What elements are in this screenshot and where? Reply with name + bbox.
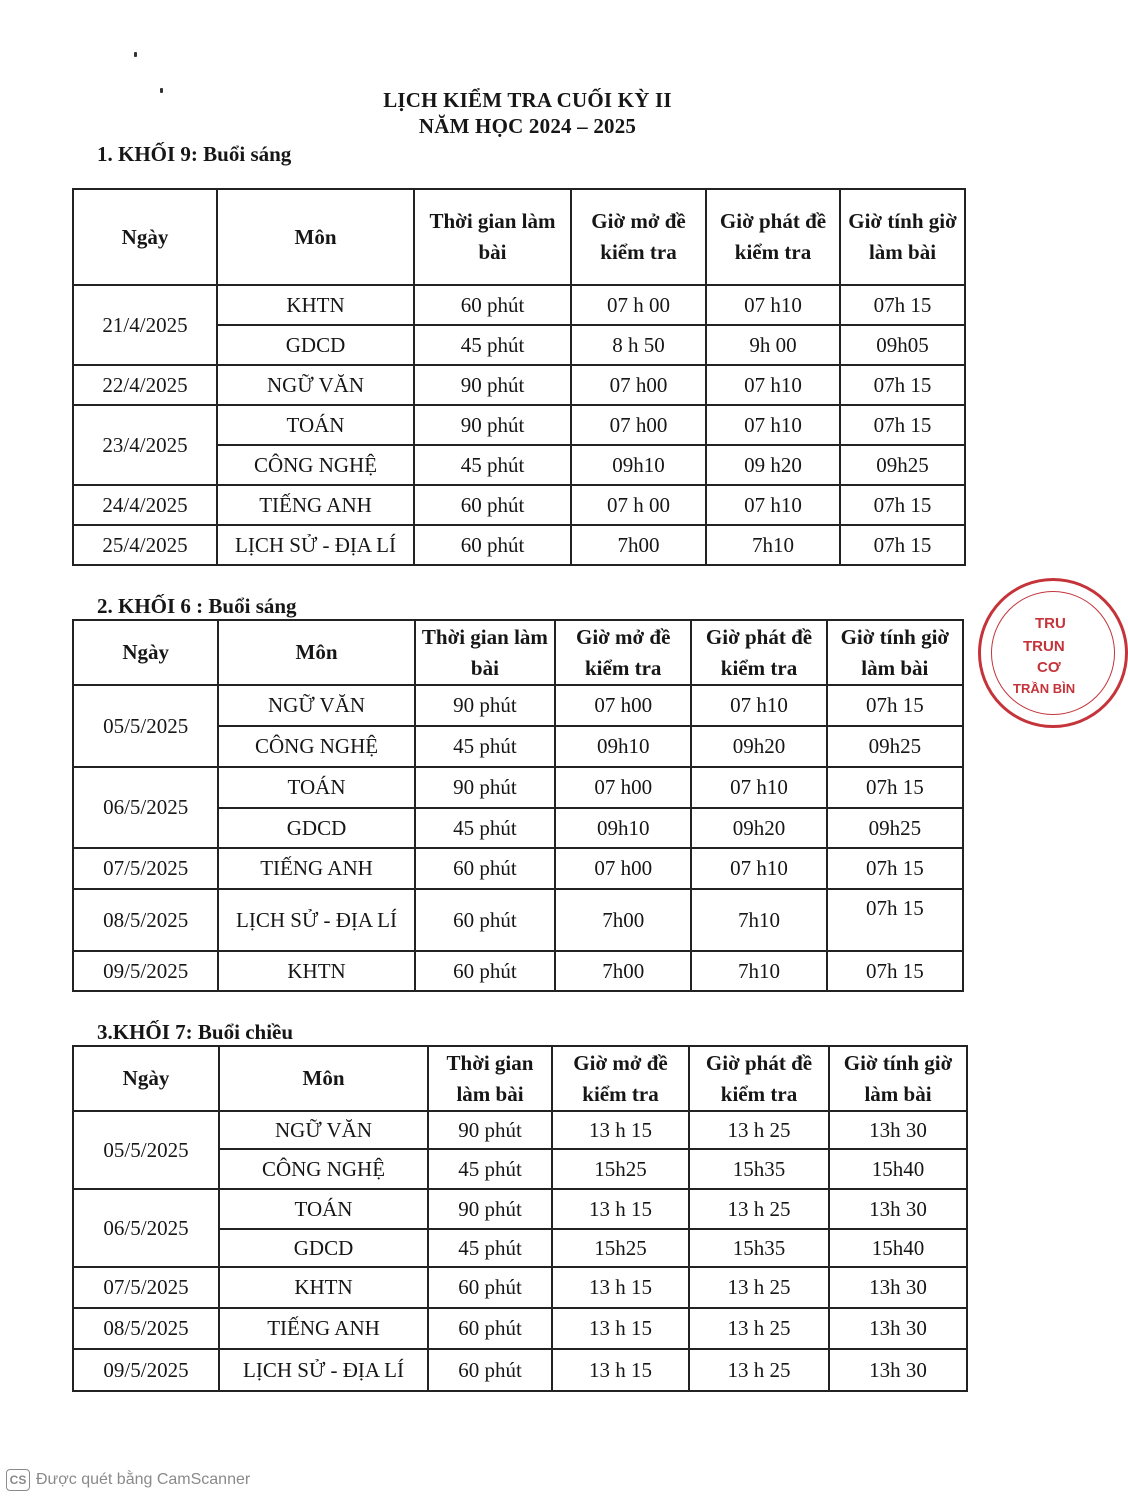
section-heading-grade6: 2. KHỐI 6 : Buổi sáng <box>97 594 297 618</box>
cell-duration: 45 phút <box>428 1149 552 1189</box>
cell-date: 22/4/2025 <box>73 365 217 405</box>
scanner-watermark <box>6 1468 250 1492</box>
cell-duration: 45 phút <box>415 726 555 767</box>
cell-start-time: 15h40 <box>829 1149 967 1189</box>
cell-duration: 45 phút <box>414 445 571 485</box>
official-seal <box>978 578 1128 728</box>
cell-start-time: 13h 30 <box>829 1267 967 1308</box>
cell-subject: KHTN <box>217 285 414 325</box>
cell-date: 08/5/2025 <box>73 1308 219 1349</box>
section-heading-grade7: 3.KHỐI 7: Buổi chiều <box>97 1020 294 1044</box>
cell-duration: 90 phút <box>414 405 571 445</box>
cell-start-time: 13h 30 <box>829 1349 967 1391</box>
cell-distribute-time: 07 h10 <box>706 365 840 405</box>
cell-duration: 60 phút <box>428 1349 552 1391</box>
cell-distribute-time: 13 h 25 <box>689 1189 829 1229</box>
schedule-table-grade7 <box>72 1045 968 1392</box>
cell-subject: GDCD <box>217 325 414 365</box>
seal-text-line: CƠ <box>1037 659 1061 676</box>
cell-open-time: 15h25 <box>552 1229 689 1267</box>
cell-duration: 90 phút <box>428 1111 552 1149</box>
cell-open-time: 8 h 50 <box>571 325 706 365</box>
scan-speck <box>134 52 137 57</box>
header-open-time: Giờ mở đề kiểm tra <box>555 620 691 685</box>
cell-start-time: 07h 15 <box>827 889 963 951</box>
header-subject: Môn <box>219 1046 428 1111</box>
cell-open-time: 13 h 15 <box>552 1349 689 1391</box>
cell-subject: TOÁN <box>218 767 414 808</box>
cell-distribute-time: 13 h 25 <box>689 1267 829 1308</box>
cell-date: 05/5/2025 <box>73 1111 219 1189</box>
cell-subject: LỊCH SỬ - ĐỊA LÍ <box>218 889 414 951</box>
header-start-time: Giờ tính giờ làm bài <box>840 189 965 285</box>
table-row <box>73 525 965 565</box>
cell-open-time: 09h10 <box>555 808 691 848</box>
cell-open-time: 07 h00 <box>555 848 691 889</box>
cell-distribute-time: 09h20 <box>691 808 826 848</box>
cell-subject: KHTN <box>218 951 414 991</box>
cell-date: 21/4/2025 <box>73 285 217 365</box>
cell-open-time: 7h00 <box>555 889 691 951</box>
header-duration: Thời gian làm bài <box>428 1046 552 1111</box>
cell-duration: 90 phút <box>415 767 555 808</box>
cell-duration: 60 phút <box>414 485 571 525</box>
seal-text-line: TRẦN BÌN <box>1013 681 1076 696</box>
table-row <box>73 1349 967 1391</box>
cell-subject: NGỮ VĂN <box>219 1111 428 1149</box>
cell-open-time: 07 h00 <box>555 685 691 726</box>
header-date: Ngày <box>73 189 217 285</box>
scanner-watermark-text: Được quét bằng CamScanner <box>36 1471 251 1488</box>
cell-duration: 60 phút <box>428 1267 552 1308</box>
cell-start-time: 09h25 <box>827 808 963 848</box>
cell-open-time: 13 h 15 <box>552 1308 689 1349</box>
cell-start-time: 07h 15 <box>840 485 965 525</box>
cell-start-time: 15h40 <box>829 1229 967 1267</box>
cell-distribute-time: 15h35 <box>689 1229 829 1267</box>
cell-open-time: 07 h 00 <box>571 285 706 325</box>
cell-date: 24/4/2025 <box>73 485 217 525</box>
cell-distribute-time: 7h10 <box>691 889 826 951</box>
cell-date: 09/5/2025 <box>73 1349 219 1391</box>
table-row <box>73 1267 967 1308</box>
cell-duration: 60 phút <box>414 285 571 325</box>
cell-open-time: 15h25 <box>552 1149 689 1189</box>
cell-date: 23/4/2025 <box>73 405 217 485</box>
schedule-table-grade6 <box>72 619 964 992</box>
cell-open-time: 13 h 15 <box>552 1111 689 1149</box>
cell-distribute-time: 13 h 25 <box>689 1308 829 1349</box>
table-row <box>73 485 965 525</box>
cell-duration: 90 phút <box>415 685 555 726</box>
cell-subject: NGỮ VĂN <box>217 365 414 405</box>
cell-distribute-time: 09 h20 <box>706 445 840 485</box>
header-subject: Môn <box>218 620 414 685</box>
cell-open-time: 07 h00 <box>555 767 691 808</box>
cell-subject: TIẾNG ANH <box>218 848 414 889</box>
cell-open-time: 09h10 <box>555 726 691 767</box>
cell-duration: 60 phút <box>428 1308 552 1349</box>
cell-duration: 90 phút <box>414 365 571 405</box>
table-row <box>73 685 963 726</box>
cell-subject: TOÁN <box>219 1189 428 1229</box>
cell-open-time: 07 h 00 <box>571 485 706 525</box>
table-header-row <box>73 620 963 685</box>
cell-distribute-time: 13 h 25 <box>689 1111 829 1149</box>
cell-start-time: 09h25 <box>840 445 965 485</box>
header-date: Ngày <box>73 620 218 685</box>
table-row <box>73 889 963 951</box>
cell-date: 07/5/2025 <box>73 1267 219 1308</box>
cell-duration: 90 phút <box>428 1189 552 1229</box>
table-row <box>73 405 965 445</box>
cell-distribute-time: 13 h 25 <box>689 1349 829 1391</box>
cell-distribute-time: 07 h10 <box>706 405 840 445</box>
cell-date: 07/5/2025 <box>73 848 218 889</box>
cell-start-time: 07h 15 <box>827 767 963 808</box>
cell-subject: TIẾNG ANH <box>217 485 414 525</box>
table-row <box>73 1111 967 1149</box>
cell-start-time: 07h 15 <box>840 525 965 565</box>
cell-duration: 60 phút <box>415 951 555 991</box>
table-row <box>73 1308 967 1349</box>
seal-text-line: TRUN <box>1023 638 1065 655</box>
section-heading-grade9: 1. KHỐI 9: Buổi sáng <box>97 142 292 166</box>
cell-open-time: 09h10 <box>571 445 706 485</box>
cell-subject: CÔNG NGHỆ <box>217 445 414 485</box>
table-row <box>73 767 963 808</box>
header-duration: Thời gian làm bài <box>414 189 571 285</box>
cell-open-time: 7h00 <box>555 951 691 991</box>
cell-distribute-time: 07 h10 <box>706 485 840 525</box>
cell-subject: LỊCH SỬ - ĐỊA LÍ <box>217 525 414 565</box>
cell-duration: 60 phút <box>414 525 571 565</box>
cell-start-time: 13h 30 <box>829 1308 967 1349</box>
cell-date: 25/4/2025 <box>73 525 217 565</box>
cell-open-time: 13 h 15 <box>552 1189 689 1229</box>
header-open-time: Giờ mở đề kiểm tra <box>571 189 706 285</box>
camscanner-logo-icon: CS <box>6 1469 30 1491</box>
cell-subject: TOÁN <box>217 405 414 445</box>
table-row <box>73 848 963 889</box>
cell-distribute-time: 07 h10 <box>691 685 826 726</box>
cell-distribute-time: 15h35 <box>689 1149 829 1189</box>
cell-start-time: 07h 15 <box>827 848 963 889</box>
cell-date: 06/5/2025 <box>73 1189 219 1267</box>
cell-start-time: 09h25 <box>827 726 963 767</box>
cell-distribute-time: 07 h10 <box>691 767 826 808</box>
cell-distribute-time: 7h10 <box>691 951 826 991</box>
header-distribute-time: Giờ phát đề kiểm tra <box>706 189 840 285</box>
schedule-table-grade9 <box>72 188 966 566</box>
cell-distribute-time: 7h10 <box>706 525 840 565</box>
cell-subject: NGỮ VĂN <box>218 685 414 726</box>
cell-start-time: 07h 15 <box>840 285 965 325</box>
cell-duration: 45 phút <box>414 325 571 365</box>
cell-date: 08/5/2025 <box>73 889 218 951</box>
cell-start-time: 07h 15 <box>827 685 963 726</box>
cell-distribute-time: 07 h10 <box>691 848 826 889</box>
header-date: Ngày <box>73 1046 219 1111</box>
table-row <box>73 1189 967 1229</box>
cell-duration: 45 phút <box>415 808 555 848</box>
cell-start-time: 07h 15 <box>840 365 965 405</box>
document-subtitle: NĂM HỌC 2024 – 2025 <box>418 114 637 138</box>
header-open-time: Giờ mở đề kiểm tra <box>552 1046 689 1111</box>
document-title: LỊCH KIỂM TRA CUỐI KỲ II <box>383 88 672 112</box>
cell-subject: LỊCH SỬ - ĐỊA LÍ <box>219 1349 428 1391</box>
seal-text-line: TRU <box>1035 615 1066 632</box>
cell-start-time: 13h 30 <box>829 1189 967 1229</box>
table-row <box>73 365 965 405</box>
table-header-row <box>73 1046 967 1111</box>
cell-subject: GDCD <box>218 808 414 848</box>
cell-open-time: 7h00 <box>571 525 706 565</box>
cell-subject: CÔNG NGHỆ <box>219 1149 428 1189</box>
cell-open-time: 07 h00 <box>571 405 706 445</box>
table-row <box>73 285 965 325</box>
cell-duration: 60 phút <box>415 848 555 889</box>
cell-date: 06/5/2025 <box>73 767 218 848</box>
cell-open-time: 13 h 15 <box>552 1267 689 1308</box>
cell-start-time: 07h 15 <box>827 951 963 991</box>
header-duration: Thời gian làm bài <box>415 620 555 685</box>
cell-distribute-time: 07 h10 <box>706 285 840 325</box>
header-distribute-time: Giờ phát đề kiểm tra <box>689 1046 829 1111</box>
cell-start-time: 13h 30 <box>829 1111 967 1149</box>
cell-start-time: 09h05 <box>840 325 965 365</box>
cell-subject: CÔNG NGHỆ <box>218 726 414 767</box>
cell-duration: 45 phút <box>428 1229 552 1267</box>
cell-distribute-time: 09h20 <box>691 726 826 767</box>
header-start-time: Giờ tính giờ làm bài <box>829 1046 967 1111</box>
cell-open-time: 07 h00 <box>571 365 706 405</box>
cell-subject: GDCD <box>219 1229 428 1267</box>
header-subject: Môn <box>217 189 414 285</box>
cell-start-time: 07h 15 <box>840 405 965 445</box>
cell-date: 09/5/2025 <box>73 951 218 991</box>
header-distribute-time: Giờ phát đề kiểm tra <box>691 620 826 685</box>
table-row <box>73 951 963 991</box>
cell-date: 05/5/2025 <box>73 685 218 767</box>
cell-subject: KHTN <box>219 1267 428 1308</box>
cell-distribute-time: 9h 00 <box>706 325 840 365</box>
header-start-time: Giờ tính giờ làm bài <box>827 620 963 685</box>
table-header-row <box>73 189 965 285</box>
cell-subject: TIẾNG ANH <box>219 1308 428 1349</box>
cell-duration: 60 phút <box>415 889 555 951</box>
